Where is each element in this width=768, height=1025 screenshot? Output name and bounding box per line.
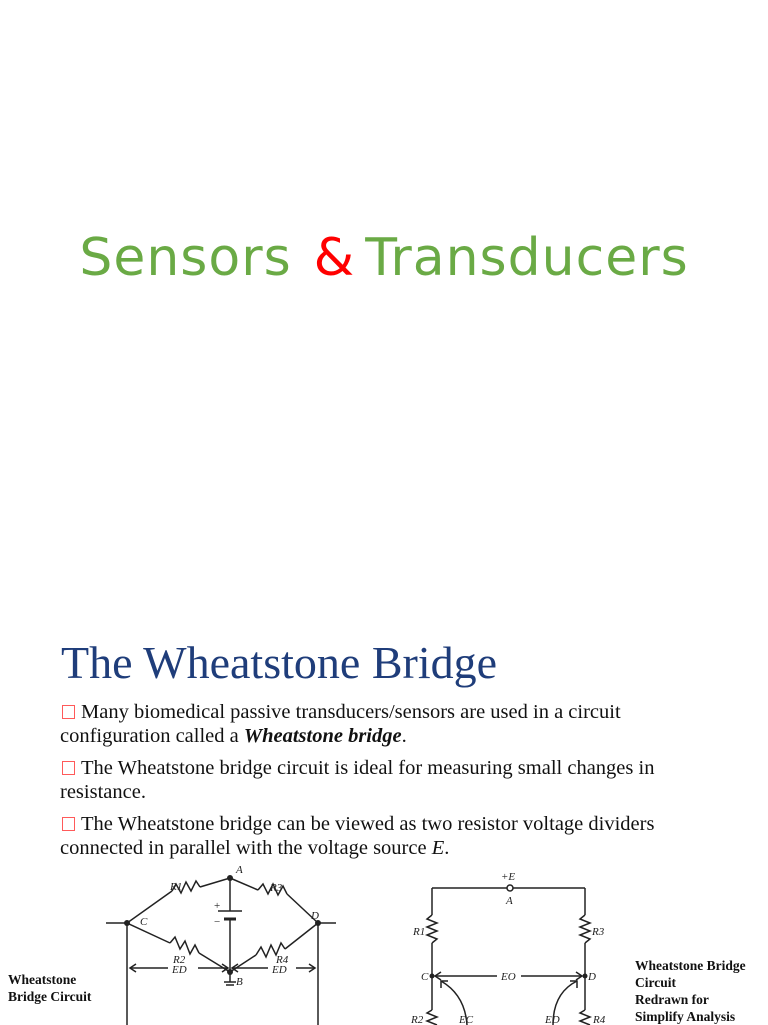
bullet-text-end: . xyxy=(444,837,450,859)
square-bullet-icon xyxy=(62,817,75,831)
node-label-d: D xyxy=(588,971,596,983)
node-label-d: D xyxy=(311,910,319,922)
resistor-label-r2: R2 xyxy=(173,954,186,966)
battery-plus-label: + xyxy=(214,900,221,912)
redrawn-bridge-diagram xyxy=(405,865,610,1025)
node-label-a: A xyxy=(506,895,513,907)
voltage-label-eo: EO xyxy=(501,971,516,983)
caption-line: Wheatstone xyxy=(8,972,77,987)
title-word-sensors: Sensors xyxy=(79,228,292,288)
diagram-caption-right xyxy=(635,957,746,1025)
voltage-label-ed: ED xyxy=(545,1014,560,1025)
caption-line: Bridge Circuit xyxy=(8,989,92,1004)
resistor-label-r2: R2 xyxy=(411,1014,424,1025)
caption-line: Wheatstone Bridge xyxy=(635,958,746,973)
square-bullet-icon xyxy=(62,705,75,719)
bullet-emphasis: Wheatstone bridge xyxy=(243,725,402,747)
bullet-text: The Wheatstone bridge can be viewed as two resistor voltage dividers connected in parallel with the voltage source xyxy=(60,813,655,859)
resistor-label-r1: R1 xyxy=(413,926,426,938)
square-bullet-icon xyxy=(62,761,75,775)
title-ampersand: & xyxy=(313,228,356,288)
bullet-list xyxy=(60,700,700,868)
bullet-item xyxy=(60,812,700,860)
bullet-item xyxy=(60,756,700,804)
resistor-label-r4: R4 xyxy=(593,1014,606,1025)
resistor-label-r3: R3 xyxy=(592,926,605,938)
wheatstone-bridge-diagram xyxy=(100,865,350,1025)
resistor-label-r1: R1 xyxy=(170,881,183,893)
caption-line: Circuit xyxy=(635,975,676,990)
caption-line: Simplify Analysis xyxy=(635,1009,736,1024)
node-label-b: B xyxy=(236,976,243,988)
title-word-transducers: Transducers xyxy=(365,228,689,288)
slide-title: The Wheatstone Bridge xyxy=(61,637,498,688)
slide-title xyxy=(0,228,768,288)
voltage-label-ec: EC xyxy=(459,1014,474,1025)
diagram-caption-left xyxy=(8,971,91,1005)
bullet-text-end: . xyxy=(401,725,407,747)
voltage-label-ed-left: ED xyxy=(172,964,187,976)
bullet-text: Many biomedical passive transducers/sensors are used in a circuit configuration called a xyxy=(60,701,621,747)
bullet-text: The Wheatstone bridge circuit is ideal for measuring small changes in resistance. xyxy=(60,757,655,803)
resistor-label-r4: R4 xyxy=(276,954,289,966)
wheatstone-slide xyxy=(0,560,768,1024)
battery-minus-label: − xyxy=(214,916,221,928)
caption-line: Redrawn for xyxy=(635,992,709,1007)
source-label-e: +E xyxy=(501,871,516,883)
node-label-c: C xyxy=(140,916,148,928)
bullet-emphasis: E xyxy=(431,837,445,859)
bullet-item xyxy=(60,700,700,748)
resistor-label-r3: R3 xyxy=(270,882,283,894)
node-label-c: C xyxy=(421,971,429,983)
node-label-a: A xyxy=(236,865,243,876)
voltage-label-ed-right: ED xyxy=(272,964,287,976)
